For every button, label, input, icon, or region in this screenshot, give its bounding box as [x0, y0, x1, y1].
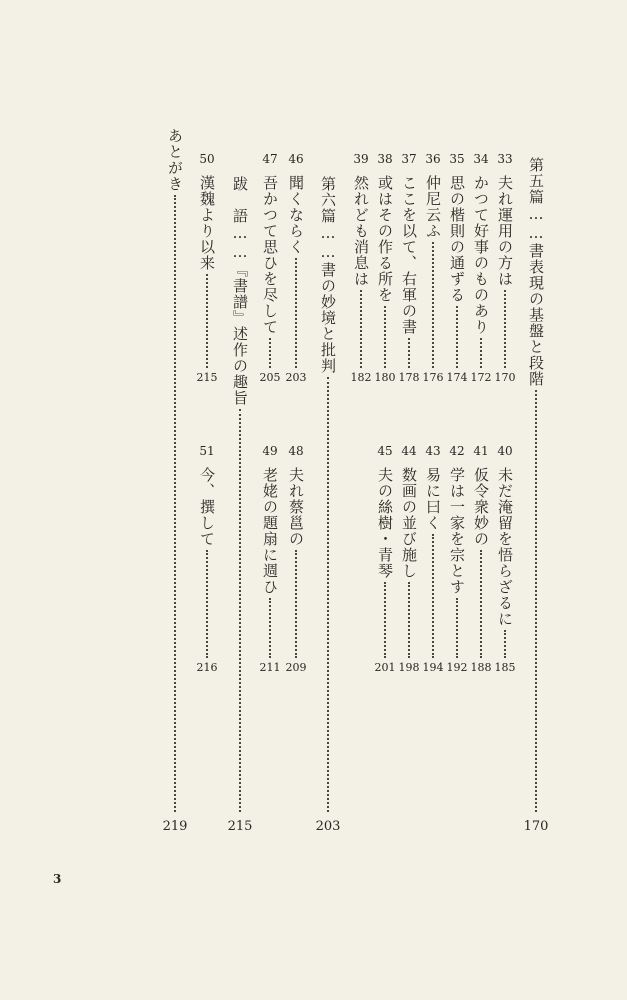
leader-dots — [384, 582, 386, 658]
entry-title: 今、撰して — [198, 467, 216, 547]
page-number: 180 — [374, 371, 396, 384]
leader-dots — [384, 306, 386, 368]
leader-dots — [456, 598, 458, 658]
page-number: 198 — [398, 661, 420, 674]
entry-title: 然れども消息は — [352, 175, 370, 287]
page-number: 188 — [470, 661, 492, 674]
page-number: 201 — [374, 661, 396, 674]
entry-title: 易に曰く — [424, 467, 442, 531]
section-heading: あとがき — [166, 128, 184, 192]
entry-title: 仮令衆妙の — [472, 467, 490, 547]
entry-title: 未だ淹留を悟らざるに — [496, 467, 514, 627]
page-number: 182 — [350, 371, 372, 384]
leader-dots — [360, 290, 362, 368]
entry-title: 老姥の題扇に週ひ — [261, 467, 279, 595]
leader-dots — [535, 390, 537, 812]
entry-number: 38 — [377, 152, 393, 166]
page-number: 215 — [196, 371, 218, 384]
page-number: 219 — [162, 819, 188, 834]
entry-number: 46 — [288, 152, 304, 166]
leader-dots — [174, 195, 176, 812]
entry-number: 48 — [288, 444, 304, 458]
leader-dots — [327, 377, 329, 812]
page-number: 203 — [285, 371, 307, 384]
entry-number: 39 — [353, 152, 369, 166]
entry-number: 43 — [425, 444, 441, 458]
entry-title: 学は一家を宗とす — [448, 467, 466, 595]
page-number: 216 — [196, 661, 218, 674]
leader-dots — [432, 242, 434, 368]
page-number: 170 — [523, 819, 549, 834]
leader-dots — [408, 338, 410, 368]
leader-dots — [480, 338, 482, 368]
entry-title: 夫れ蔡邕の — [287, 467, 305, 547]
leader-dots — [269, 338, 271, 368]
page-number: 172 — [470, 371, 492, 384]
entry-number: 49 — [262, 444, 278, 458]
entry-title: 或はその作る所を — [376, 175, 394, 303]
page-number: 215 — [227, 819, 253, 834]
page-number: 205 — [259, 371, 281, 384]
entry-title: 漢魏より以来 — [198, 175, 216, 271]
leader-dots — [504, 290, 506, 368]
section-heading: 第五篇……書表現の基盤と段階 — [527, 157, 545, 387]
entry-number: 42 — [449, 444, 465, 458]
page-number: 176 — [422, 371, 444, 384]
entry-number: 35 — [449, 152, 465, 166]
section-heading: 第六篇……書の妙境と批判 — [319, 176, 337, 374]
page-number: 211 — [259, 661, 281, 674]
leader-dots — [504, 630, 506, 658]
entry-title: 思の楷則の通ずる — [448, 175, 466, 303]
entry-number: 37 — [401, 152, 417, 166]
entry-title: 仲尼云ふ — [424, 175, 442, 239]
page-number: 174 — [446, 371, 468, 384]
entry-title: ここを以て、右軍の書 — [400, 175, 418, 335]
entry-number: 33 — [497, 152, 513, 166]
page-number: 209 — [285, 661, 307, 674]
leader-dots — [408, 582, 410, 658]
entry-number: 34 — [473, 152, 489, 166]
entry-number: 41 — [473, 444, 489, 458]
page-number: 192 — [446, 661, 468, 674]
entry-number: 44 — [401, 444, 417, 458]
leader-dots — [432, 534, 434, 658]
entry-title: 夫の絲樹・青琴 — [376, 467, 394, 579]
page-number: 178 — [398, 371, 420, 384]
leader-dots — [206, 274, 208, 368]
page-number: 194 — [422, 661, 444, 674]
leader-dots — [295, 258, 297, 368]
entry-title: 聞くならく — [287, 175, 305, 255]
entry-number: 50 — [199, 152, 215, 166]
entry-number: 51 — [199, 444, 215, 458]
leader-dots — [295, 550, 297, 658]
entry-number: 45 — [377, 444, 393, 458]
leader-dots — [269, 598, 271, 658]
page-number: 185 — [494, 661, 516, 674]
entry-title: かつて好事のものあり — [472, 175, 490, 335]
leader-dots — [480, 550, 482, 658]
page-number: 203 — [315, 819, 341, 834]
leader-dots — [456, 306, 458, 368]
entry-number: 47 — [262, 152, 278, 166]
page-folio: 3 — [53, 872, 62, 886]
leader-dots — [206, 550, 208, 658]
entry-title: 数画の並び施し — [400, 467, 418, 579]
section-heading: 跋 語……『書譜』述作の趣旨 — [231, 176, 249, 406]
leader-dots — [239, 409, 241, 812]
entry-number: 36 — [425, 152, 441, 166]
entry-number: 40 — [497, 444, 513, 458]
entry-title: 吾かつて思ひを尽して — [261, 175, 279, 335]
entry-title: 夫れ運用の方は — [496, 175, 514, 287]
page-number: 170 — [494, 371, 516, 384]
